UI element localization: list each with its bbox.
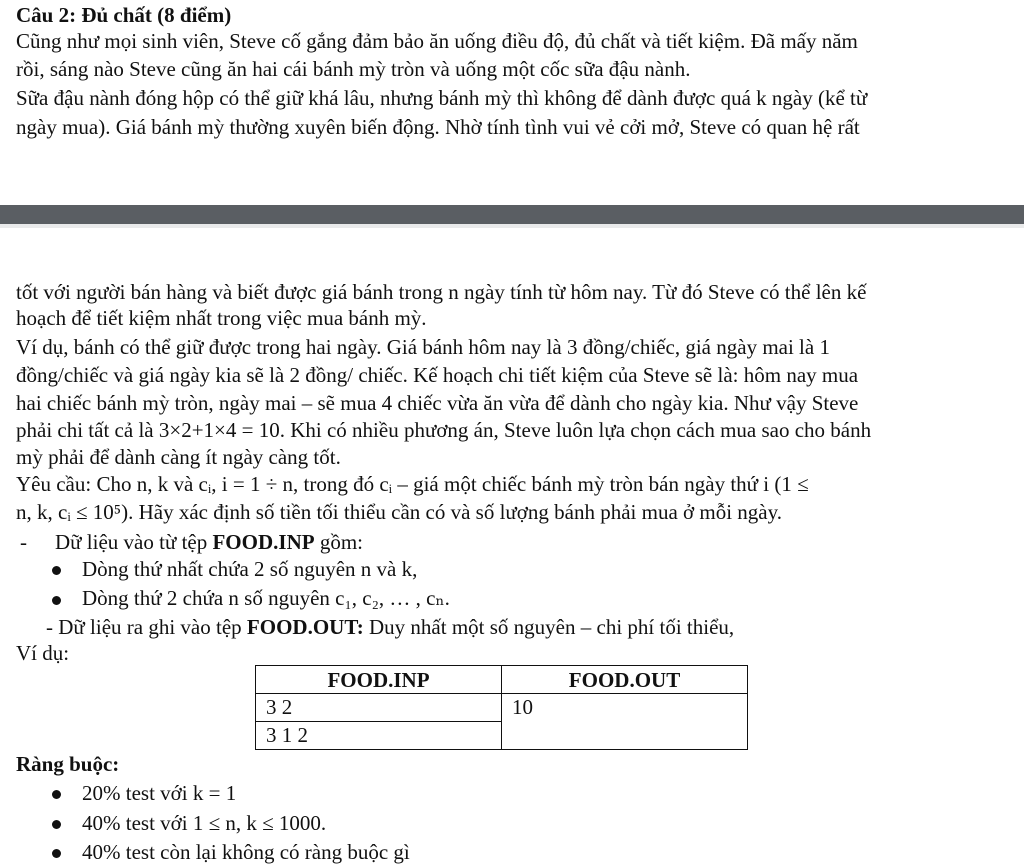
bullet-icon bbox=[52, 849, 61, 858]
constraint-item: 20% test với k = 1 bbox=[82, 781, 237, 805]
paragraph-line: ngày mua). Giá bánh mỳ thường xuyên biến động. Nhờ tính tình vui vẻ cởi mở, Steve có quan hệ rất bbox=[16, 115, 860, 139]
input-bullet: Dòng thứ nhất chứa 2 số nguyên n và k, bbox=[82, 557, 418, 581]
input-description: Dữ liệu vào từ tệp FOOD.INP gồm: bbox=[55, 530, 363, 554]
paragraph-line: hai chiếc bánh mỳ tròn, ngày mai – sẽ mua 4 chiếc vừa ăn vừa để dành cho ngày kia. Như vậy Steve bbox=[16, 391, 859, 415]
paragraph-line: tốt với người bán hàng và biết được giá bánh trong n ngày tính từ hôm nay. Từ đó Steve có thể lên kế bbox=[16, 280, 867, 304]
constraints-heading: Ràng buộc: bbox=[16, 752, 120, 776]
paragraph-line: Sữa đậu nành đóng hộp có thể giữ khá lâu, nhưng bánh mỳ thì không để dành được quá k ngày (kể từ bbox=[16, 86, 868, 110]
table-cell-output: 10 bbox=[502, 694, 748, 750]
constraint-item: 40% test với 1 ≤ n, k ≤ 1000. bbox=[82, 811, 327, 835]
requirement-line: Yêu cầu: Cho n, k và cᵢ, i = 1 ÷ n, trong đó cᵢ – giá một chiếc bánh mỳ tròn bán ngày thứ i (1 ≤ bbox=[16, 472, 809, 496]
paragraph-line: hoạch để tiết kiệm nhất trong việc mua bánh mỳ. bbox=[16, 306, 427, 330]
paragraph-line: mỳ phải để dành càng ít ngày càng tốt. bbox=[16, 445, 341, 469]
example-label: Ví dụ: bbox=[16, 641, 70, 665]
problem-heading: Câu 2: Đủ chất (8 điểm) bbox=[16, 3, 232, 27]
constraint-item: 40% test còn lại không có ràng buộc gì bbox=[82, 840, 410, 864]
bullet-icon bbox=[52, 820, 61, 829]
page-break-divider bbox=[0, 205, 1024, 224]
input-bullet: Dòng thứ 2 chứa n số nguyên c₁, c₂, … , cₙ. bbox=[82, 586, 450, 610]
dash-marker: - bbox=[20, 530, 27, 554]
bullet-icon bbox=[52, 566, 61, 575]
paragraph-line: Cũng như mọi sinh viên, Steve cố gắng đảm bảo ăn uống điều độ, đủ chất và tiết kiệm. Đã mấy năm bbox=[16, 29, 858, 53]
paragraph-line: đồng/chiếc và giá ngày kia sẽ là 2 đồng/ chiếc. Kế hoạch chi tiết kiệm của Steve sẽ là: hôm nay mua bbox=[16, 363, 859, 387]
output-description: - Dữ liệu ra ghi vào tệp FOOD.OUT: Duy nhất một số nguyên – chi phí tối thiểu, bbox=[46, 615, 735, 639]
page-break-shadow bbox=[0, 224, 1024, 228]
example-table bbox=[255, 665, 748, 750]
table-cell-input: 3 1 2 bbox=[256, 722, 502, 750]
paragraph-line: phải chi tất cả là 3×2+1×4 = 10. Khi có nhiều phương án, Steve luôn lựa chọn cách mua sao cho bánh bbox=[16, 418, 872, 442]
bullet-icon bbox=[52, 790, 61, 799]
requirement-line: n, k, cᵢ ≤ 10⁵). Hãy xác định số tiền tối thiểu cần có và số lượng bánh phải mua ở mỗi ngày. bbox=[16, 500, 783, 524]
table-header-output: FOOD.OUT bbox=[502, 666, 748, 694]
bullet-icon bbox=[52, 596, 61, 605]
paragraph-line: Ví dụ, bánh có thể giữ được trong hai ngày. Giá bánh hôm nay là 3 đồng/chiếc, giá ngày mai là 1 bbox=[16, 335, 830, 359]
table-cell-input: 3 2 bbox=[256, 694, 502, 722]
table-header-input: FOOD.INP bbox=[256, 666, 502, 694]
paragraph-line: rồi, sáng nào Steve cũng ăn hai cái bánh mỳ tròn và uống một cốc sữa đậu nành. bbox=[16, 57, 691, 81]
